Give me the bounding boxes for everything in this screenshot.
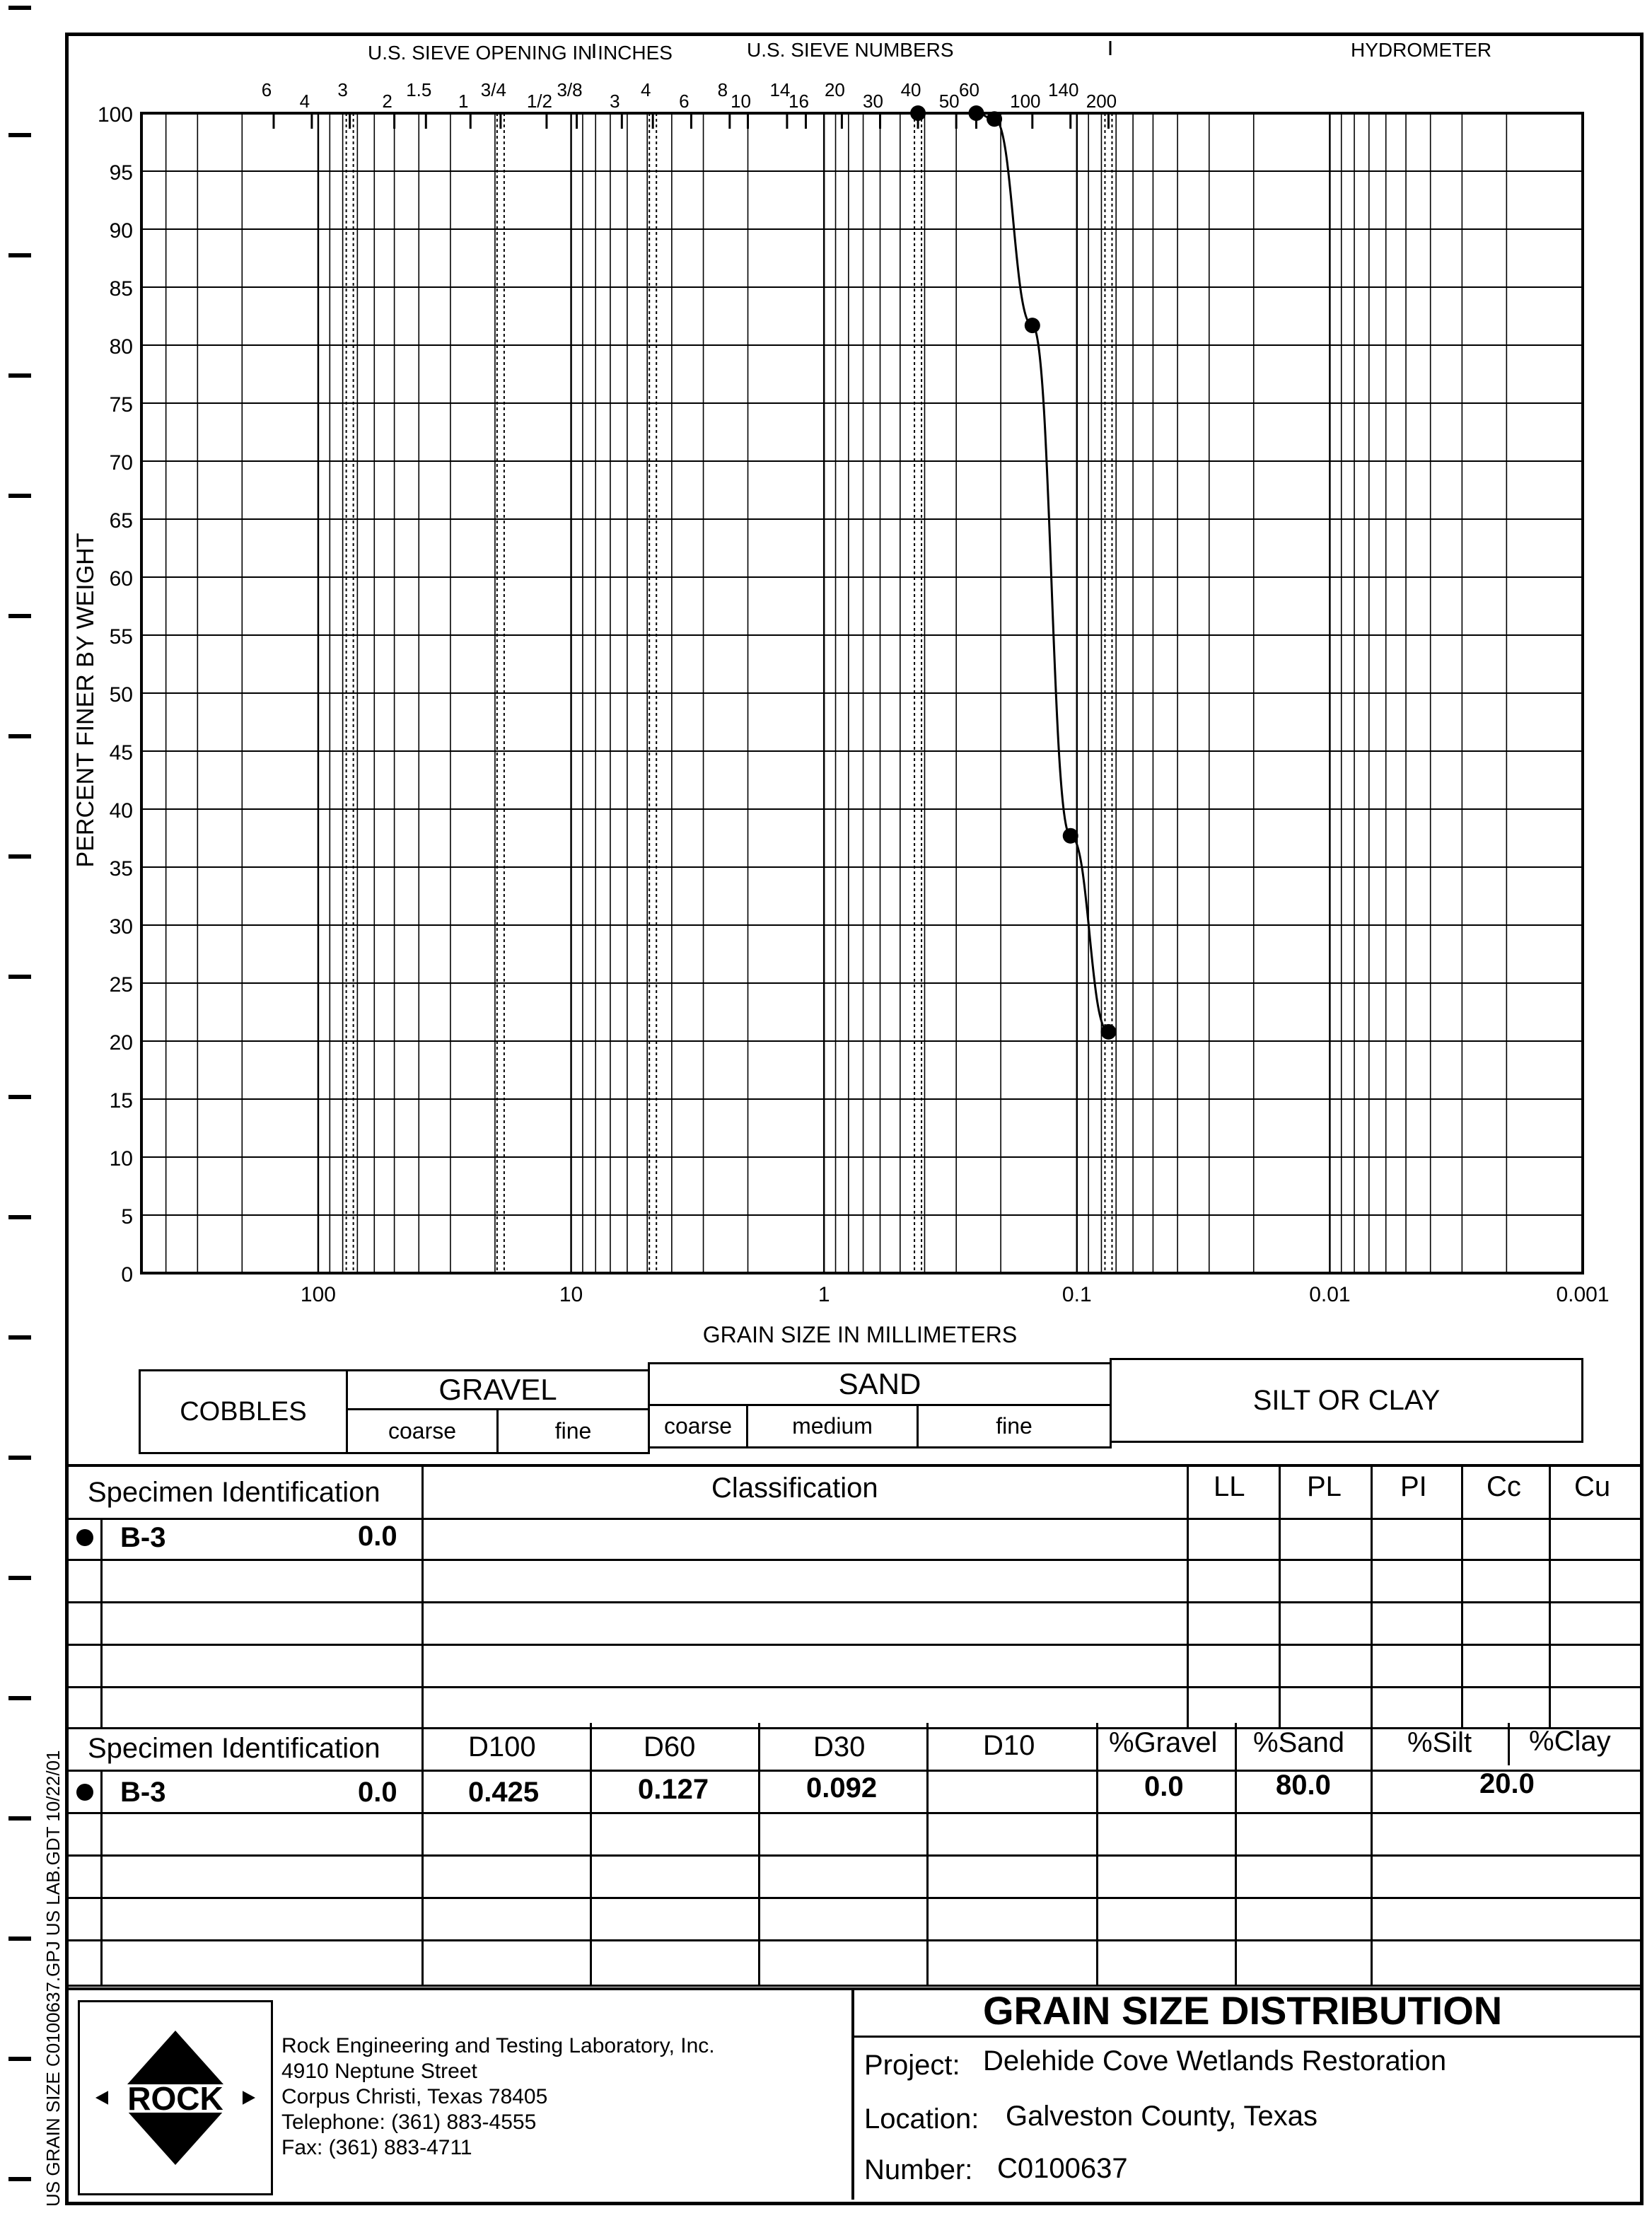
band-sand-fine (917, 1404, 1112, 1448)
file-reference-note: US GRAIN SIZE C0100637.GPJ US LAB.GDT 10/22/01 (42, 1750, 64, 2207)
data-point (987, 111, 1002, 127)
sieve-label: 8 (717, 79, 728, 100)
t2-d100-value: 0.425 (468, 1777, 540, 1808)
header-sieve-numbers: U.S. SIEVE NUMBERS (747, 39, 954, 61)
project-value: Delehide Cove Wetlands Restoration (983, 2045, 1447, 2077)
sieve-label: 16 (789, 91, 809, 112)
band-sand-fine-label: fine (996, 1413, 1032, 1439)
sieve-label: 40 (900, 79, 921, 100)
x-tick-label: 0.1 (1061, 1283, 1092, 1306)
t1-header-cu: Cu (1574, 1471, 1611, 1502)
rock-logo-icon (80, 2002, 271, 2193)
t2-specimen-id: B-3 (120, 1777, 166, 1808)
classification-table (68, 1464, 1644, 1729)
specimen-marker-icon (76, 1529, 93, 1546)
band-gravel (346, 1369, 650, 1410)
t1-header-specimen: Specimen Identification (88, 1477, 380, 1508)
y-tick-label: 0 (121, 1263, 133, 1287)
band-silt-clay (1110, 1358, 1583, 1443)
t1-header-pl: PL (1307, 1471, 1342, 1502)
sieve-label: 6 (261, 79, 272, 100)
y-tick-label: 20 (109, 1031, 133, 1055)
location-label: Location: (864, 2103, 979, 2135)
t2-specimen-depth: 0.0 (358, 1777, 397, 1808)
t2-header-d30: D30 (813, 1731, 866, 1763)
sieve-label: 3 (610, 91, 620, 112)
sieve-label: 100 (1010, 91, 1041, 112)
sieve-label: 6 (679, 91, 690, 112)
sieve-label: 200 (1086, 91, 1117, 112)
specimen-marker-icon (76, 1784, 93, 1801)
x-tick-label: 1 (818, 1283, 830, 1306)
t2-header-specimen: Specimen Identification (88, 1733, 380, 1764)
band-gravel-label: GRAVEL (438, 1373, 557, 1406)
logo-text: ROCK (127, 2080, 223, 2117)
x-tick-label: 0.001 (1556, 1283, 1610, 1306)
series-curve-b-3 (918, 113, 1108, 1032)
t2-header-silt: %Silt (1407, 1727, 1472, 1758)
y-tick-label: 60 (109, 567, 133, 591)
data-point (1025, 318, 1040, 333)
t2-header-clay: %Clay (1529, 1726, 1611, 1757)
y-tick-label: 10 (109, 1147, 133, 1171)
lab-fax: Fax: (361) 883-4711 (281, 2136, 472, 2159)
sieve-label: 50 (938, 91, 960, 112)
data-point (968, 105, 984, 121)
sieve-label: 14 (769, 79, 791, 100)
t1-header-ll: LL (1214, 1471, 1245, 1502)
y-tick-label: 25 (109, 973, 133, 997)
lab-phone: Telephone: (361) 883-4555 (281, 2110, 537, 2134)
band-sand (648, 1362, 1112, 1406)
lab-logo (78, 2000, 273, 2195)
t2-header-d100: D100 (468, 1731, 536, 1763)
y-tick-label: 95 (109, 161, 133, 185)
sieve-label: 140 (1048, 79, 1079, 100)
t2-header-d60: D60 (644, 1731, 696, 1763)
sieve-label: 3 (337, 79, 348, 100)
location-value: Galveston County, Texas (1006, 2101, 1317, 2132)
y-tick-label: 90 (109, 219, 133, 243)
margin-mark (8, 1816, 31, 1821)
lab-street: 4910 Neptune Street (281, 2060, 477, 2083)
y-tick-label: 45 (109, 741, 133, 765)
data-point (910, 105, 926, 121)
report-title: GRAIN SIZE DISTRIBUTION (983, 1988, 1503, 2033)
number-label: Number: (864, 2154, 973, 2185)
x-tick-label: 0.01 (1309, 1283, 1351, 1306)
project-label: Project: (864, 2050, 960, 2081)
x-tick-label: 10 (559, 1283, 583, 1306)
y-tick-label: 100 (97, 103, 133, 127)
margin-mark (8, 2177, 31, 2181)
t1-specimen-id: B-3 (120, 1522, 166, 1553)
sieve-label: 4 (640, 79, 651, 100)
band-sand-label: SAND (838, 1367, 921, 1400)
sieve-label: 30 (863, 91, 883, 112)
margin-mark (8, 1456, 31, 1460)
sieve-label: 10 (731, 91, 751, 112)
y-tick-label: 15 (109, 1089, 133, 1113)
band-sand-medium (746, 1404, 919, 1448)
sieve-label: 1/2 (526, 91, 552, 112)
sieve-label: 20 (824, 79, 845, 100)
x-axis-title: GRAIN SIZE IN MILLIMETERS (702, 1322, 1018, 1344)
y-tick-label: 75 (109, 393, 133, 417)
gradation-table (68, 1723, 1644, 1992)
band-cobbles-label: COBBLES (180, 1396, 307, 1427)
t2-silt-clay-value: 20.0 (1479, 1768, 1535, 1799)
t2-gravel-value: 0.0 (1144, 1771, 1184, 1802)
data-point (1063, 828, 1078, 844)
band-gravel-fine-label: fine (554, 1418, 592, 1444)
t1-header-cc: Cc (1487, 1471, 1521, 1502)
band-sand-coarse (648, 1404, 748, 1448)
y-tick-label: 30 (109, 915, 133, 939)
margin-mark (8, 1696, 31, 1700)
t2-sand-value: 80.0 (1276, 1770, 1331, 1801)
y-tick-label: 55 (109, 625, 133, 649)
y-tick-label: 50 (109, 683, 133, 707)
number-value: C0100637 (997, 2153, 1128, 2184)
header-hydrometer: HYDROMETER (1351, 39, 1492, 61)
y-tick-label: 40 (109, 799, 133, 823)
band-gravel-coarse-label: coarse (388, 1418, 457, 1444)
t1-header-pi: PI (1400, 1471, 1427, 1502)
sieve-label: 3/8 (557, 79, 583, 100)
sieve-label: 2 (382, 91, 392, 112)
data-point (1100, 1024, 1116, 1040)
t2-header-sand: %Sand (1253, 1727, 1344, 1758)
y-axis-title: PERCENT FINER BY WEIGHT (72, 533, 99, 868)
sieve-label: 60 (959, 79, 979, 100)
lab-city: Corpus Christi, Texas 78405 (281, 2085, 548, 2108)
sieve-label: 1.5 (406, 79, 432, 100)
band-gravel-coarse (346, 1408, 499, 1454)
y-tick-label: 80 (109, 335, 133, 359)
y-tick-label: 65 (109, 509, 133, 533)
y-tick-label: 5 (121, 1205, 133, 1229)
y-tick-label: 85 (109, 277, 133, 301)
header-sieve-inches: U.S. SIEVE OPENING IN INCHES (368, 42, 673, 64)
y-tick-label: 35 (109, 857, 133, 881)
band-silt-clay-label: SILT OR CLAY (1252, 1384, 1441, 1416)
t2-header-gravel: %Gravel (1109, 1727, 1218, 1758)
y-tick-label: 70 (109, 451, 133, 475)
t1-specimen-depth: 0.0 (358, 1521, 397, 1552)
margin-mark (8, 2057, 31, 2061)
lab-name: Rock Engineering and Testing Laboratory, Inc. (281, 2034, 715, 2057)
band-sand-medium-label: medium (792, 1413, 873, 1439)
t2-d30-value: 0.092 (806, 1772, 878, 1804)
margin-mark (8, 1576, 31, 1580)
sieve-label: 3/4 (480, 79, 506, 100)
band-cobbles (139, 1369, 348, 1454)
t2-d60-value: 0.127 (638, 1774, 709, 1805)
band-gravel-fine (496, 1408, 650, 1454)
t2-header-d10: D10 (983, 1730, 1035, 1761)
t1-header-classification: Classification (711, 1473, 878, 1504)
x-tick-label: 100 (300, 1283, 336, 1306)
title-rule (851, 2036, 1644, 2038)
band-sand-coarse-label: coarse (663, 1413, 733, 1439)
sieve-label: 4 (299, 91, 310, 112)
footer-divider (851, 1987, 854, 2200)
sieve-label: 1 (458, 91, 469, 112)
margin-mark (8, 1937, 31, 1941)
